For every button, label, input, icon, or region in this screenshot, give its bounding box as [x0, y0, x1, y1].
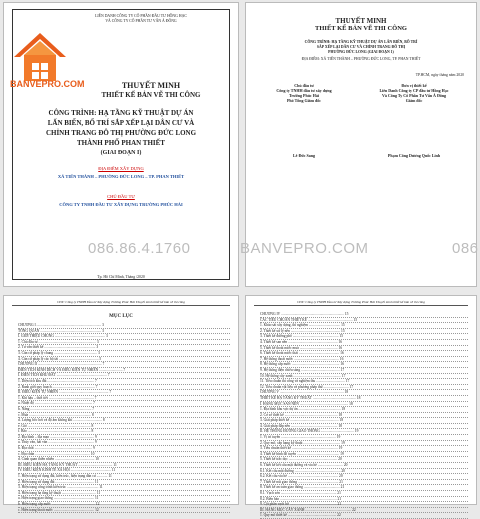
toc-entry: 7. Thiết kế nút giao thông ............................................. 21 — [260, 480, 468, 486]
sig-project-1: CÔNG TRÌNH: HẠ TẦNG KỸ THUẬT DỰ ÁN LẤN BIỂN, BỐ TRÍ — [304, 40, 418, 44]
designer-sig-line1: Liên Danh Công ty CP đầu tư Hồng Hạc — [379, 88, 449, 93]
toc-entry: 2. Cơ sở thiết kế ........................................................... 18 — [260, 413, 468, 419]
toc-entry: d. Lượng bốc hơi và độ ẩm không khí ................................ 8 — [18, 418, 230, 424]
designer-sig-title: Đơn vị thiết kế — [401, 83, 427, 88]
investor-signature-block — [254, 83, 354, 103]
cover-location-label: ĐỊA ĐIỂM XÂY DỰNG — [98, 166, 144, 171]
cover-investor-value: CÔNG TY TNHH ĐẦU TƯ XÂY DỰNG TRƯỜNG PHÚC HẢI — [59, 202, 183, 207]
toc1-list — [18, 323, 230, 513]
designer-sig-line2: Và Công Ty Cổ Phần Tư Vấn Á Đông — [381, 93, 447, 98]
toc-entry: THIẾT KẾ HẠ TẦNG KỸ THUẬT ................................................ 18 — [260, 396, 468, 402]
investor-sig-line2: Trường Phúc Hải — [289, 93, 319, 98]
toc-entry: I. ĐIỀN TÍCH KHU ĐẤT ........................................................ 7 — [18, 373, 230, 379]
toc-entry: ĐIỀN TÍCH KÍNH DÍCH VÀ ĐIỀU KIỆN TỰ NHIÊN .......................... 7 — [18, 368, 230, 374]
cover-project-2: LẤN BIỂN, BỐ TRÍ SẮP XẾP LẠI DÂN CƯ VÀ — [47, 119, 195, 127]
sig-title-1: THUYẾT MINH — [335, 17, 387, 25]
cover-project-5: (GIAI ĐOẠN I) — [100, 150, 142, 156]
toc-entry: b. Hiện trạng cấp nước ................................................ 12 — [18, 502, 230, 508]
cover-footer: Tp. Hồ Chí Minh, Tháng /2020 — [97, 275, 145, 279]
toc-entry: 10. Hệ thống cây xanh ..................................................... 17 — [260, 374, 468, 380]
toc-entry: CÁC TIÊU CHUẨN THIẾT KẾ .................................................. 15 — [260, 318, 468, 324]
toc-entry: CHƯƠNG I ........................................................................ 3 — [18, 323, 230, 329]
cover-project-4: THÀNH PHỐ PHAN THIẾT — [77, 139, 165, 147]
watermark-phone: 086.86.4.1760 — [88, 240, 191, 257]
toc-entry: 12. Tiêu chuẩn vật liệu và phương pháp thử ............................ 17 — [260, 385, 468, 391]
toc-entry: 2. Quy mô, cấp hạng kỹ thuật ......................................... 19 — [260, 441, 468, 447]
investor-sig-title: Chủ đầu tư — [294, 83, 314, 88]
toc-entry: 3. Căn cứ pháp lý chung ................................................ 3 — [18, 351, 230, 357]
toc1-header-rule — [12, 305, 230, 306]
designer-name: Phạm Công Dương Quốc Linh — [387, 153, 441, 158]
toc-entry: 6. Thiết kế thoát nước thải ............................................. 16 — [260, 351, 468, 357]
toc-entry: 4. Thiết kế san nền ....................................................... 16 — [260, 340, 468, 346]
toc-entry: 3. Giải pháp thiết kế ...................................................... 18 — [260, 418, 468, 424]
investor-name: Lê Đức Sang — [293, 153, 315, 158]
toc-entry: 6.1. Kết cấu mặt đường ................................................... 20 — [260, 469, 468, 475]
toc-entry: 4. Giải pháp đắp nền .................................................... 18 — [260, 424, 468, 430]
toc-entry: I. GIỚI THIỆU CHUNG ........................................................ 3 — [18, 334, 230, 340]
toc-entry: f. Bão ...................................................................... 8 — [18, 429, 230, 435]
toc1-header: CĐT: Công ty TNHH Đầu tư Xây dựng Trường Phúc Hải Thuyết minh thiết kế bản vẽ thi công — [57, 300, 185, 304]
toc-entry: II. ĐIỀU KIỆN TỰ NHIÊN ....................................................... 7 — [18, 390, 230, 396]
toc-entry: 6.2. Kết cấu vỉa hè ........................................................ 20 — [260, 474, 468, 480]
toc2-list — [260, 312, 468, 519]
toc-entry: CHƯƠNG V ....................................................................... 18 — [260, 390, 468, 396]
toc-entry: 7. Hệ thống thoát nước .................................................. 16 — [260, 357, 468, 363]
toc-entry: 2. Thiết kế xử lý nền ....................................................... 15 — [260, 329, 468, 335]
toc-entry: 1. Quy mô thiết kế ...................................................... 22 — [260, 513, 468, 519]
toc-entry: 3. Tiêu chuẩn thiết kế ................................................... 19 — [260, 446, 468, 452]
watermark-site: BANVEPRO.COM — [240, 240, 369, 257]
toc-entry: c. Địa chấn ............................................................. 10 — [18, 452, 230, 458]
toc-entry: 1. Khí hậu – thời tiết .................................................. 7 — [18, 396, 230, 402]
toc-entry: a. Hiện trạng giao thông ............................................. 11 — [18, 496, 230, 502]
toc2-header: CĐT: Công ty TNHH Đầu tư Xây dựng Trường Phúc Hải Thuyết minh thiết kế bản vẽ thi công — [297, 300, 425, 304]
toc-page-2 — [245, 295, 477, 518]
investor-sig-line3: Phó Tổng Giám đốc — [286, 98, 322, 103]
toc-entry: 1. Địa hình khu vực dự án ............................................... 18 — [260, 407, 468, 413]
designer-sig-line3: Giám đốc — [405, 98, 423, 103]
sig-title-2: THIẾT KẾ BẢN VẼ THI CÔNG — [315, 25, 407, 32]
banvepro-logo — [10, 27, 70, 87]
toc-entry: b. Địa chất ................................................................ 9 — [18, 446, 230, 452]
cover-project-3: CHỈNH TRANG ĐÔ THỊ PHƯỜNG ĐỨC LONG — [45, 129, 197, 137]
toc-entry: c. Mưa ..................................................................... 8 — [18, 413, 230, 419]
toc-entry: 2. Ranh giới quy hoạch ............................................... 7 — [18, 385, 230, 391]
sig-project-3: PHƯỜNG ĐỨC LONG (GIAI ĐOẠN 1) — [328, 50, 394, 54]
cover-header-line2: VÀ CÔNG TY CỔ PHẦN TƯ VẤN Á ĐÔNG — [105, 19, 177, 23]
toc-entry: 2. Hiện trạng sử dụng đất ........................................... 11 — [18, 480, 230, 486]
cover-location-value: XÃ TIẾN THÀNH – PHƯỜNG ĐỨC LONG – TP. PHAN THIẾT — [57, 174, 185, 179]
toc-entry: 2. Tư vấn thiết kế ......................................................... 3 — [18, 345, 230, 351]
toc-entry: 3. Hiện trạng công trình kiến trúc ................................... 11 — [18, 485, 230, 491]
toc-entry: 4. Căn cứ pháp lý các bộ tài ............................................ 5 — [18, 357, 230, 363]
toc-entry: III. ĐIỀU KIỆN HẠ TẦNG KỸ THUẬT ...................................... 11 — [18, 463, 230, 469]
toc-entry: TỔNG QUÁN .................................................................... 3 — [18, 329, 230, 335]
investor-sig-line1: Công ty TNHH đầu tư xây dựng — [276, 88, 332, 93]
toc-entry: 6. Thiết kế kết cấu mặt đường và vỉa hè ............................ 20 — [260, 463, 468, 469]
toc-entry: CHƯƠNG IV ...................................................................... 15 — [260, 312, 468, 318]
toc-entry: 9. Hệ thống điện chiếu sáng ........................................... 17 — [260, 368, 468, 374]
toc-entry: 2. Địa hình – địa mạo ................................................. 9 — [18, 435, 230, 441]
toc-entry: 1. Vị trí tuyến ............................................................. 19 — [260, 435, 468, 441]
toc-entry: CHƯƠNG II ....................................................................... 7 — [18, 362, 230, 368]
toc-entry: a. Thủy văn, hải văn ................................................... 9 — [18, 440, 230, 446]
cover-title-2: THIẾT KẾ BẢN VẼ THI CÔNG — [101, 91, 201, 99]
sig-location: ĐỊA ĐIỂM: XÃ TIẾN THÀNH – PHƯỜNG ĐỨC LONG, TP. PHAN THIẾT — [301, 57, 421, 61]
toc-entry: III. HẠNG MỤC CÂY XANH ................................................... 22 — [260, 508, 468, 514]
toc-entry: e. Gió ...................................................................... 8 — [18, 424, 230, 430]
toc-entry: 1. Chủ đầu tư ................................................................ 3 — [18, 340, 230, 346]
toc-entry: 1. Diện tích khu đất .................................................... 7 — [18, 379, 230, 385]
toc-entry: 8.1. Vạch sơn .............................................................. 21 — [260, 491, 468, 497]
cover-title-1: THUYẾT MINH — [121, 81, 181, 90]
sig-date: TP.HCM, ngày tháng năm 2020 — [415, 73, 464, 77]
toc2-header-rule — [254, 305, 468, 306]
toc-entry: c. Hiện trạng thoát nước ............................................. 12 — [18, 508, 230, 514]
toc-entry: 4. Thiết kế bình đồ tuyến ............................................... 19 — [260, 452, 468, 458]
toc-entry: 1. Khảo sát xây dựng, thí nghiệm ................................... 15 — [260, 323, 468, 329]
toc-entry: 5. Thiết kế trắc dọc ...................................................... 20 — [260, 457, 468, 463]
toc-entry: 5. Thiết kế thoát nước mưa .......................................... 16 — [260, 346, 468, 352]
toc-page-1 — [3, 295, 239, 512]
toc1-title: MỤC LỤC — [109, 314, 133, 319]
sig-project-2: SẮP XẾP LẠI DÂN CƯ VÀ CHỈNH TRANG ĐÔ THỊ — [316, 45, 406, 49]
toc-entry: 11. Tiêu chuẩn thi công và nghiệm thu ................................ 17 — [260, 379, 468, 385]
cover-project-1: CÔNG TRÌNH: HẠ TẦNG KỸ THUẬT DỰ ÁN — [48, 109, 194, 117]
toc-entry: IV. ĐIỀU KIỆN KINH TẾ XÃ HỘI ............................................. 11 — [18, 468, 230, 474]
toc-entry: II. HỆ THỐNG ĐƯỜNG GIAO THÔNG ..................................... 19 — [260, 429, 468, 435]
toc-entry: b. Nắng .................................................................... 7 — [18, 407, 230, 413]
cover-investor-label: CHỦ ĐẦU TƯ — [107, 194, 135, 199]
toc-entry: 4. Hiện trạng hạ tầng kỹ thuật ...................................... 11 — [18, 491, 230, 497]
logo-text: BANVEPRO.COM — [10, 79, 85, 89]
toc-entry: 8. Hệ thống cấp nước ..................................................... 16 — [260, 362, 468, 368]
cover-header-line1: LIÊN DANH CÔNG TY CỔ PHẦN ĐẦU TƯ HỒNG HẠC — [95, 14, 187, 18]
toc-entry: 9. Cột phân vạch bờ .................................................... 21 — [260, 502, 468, 508]
designer-signature-block — [358, 83, 470, 103]
toc-entry: 1. Hiện trạng sử dụng đất, kiến trúc, hiện trạng dân cư ............ 11 — [18, 474, 230, 480]
toc-entry: 8. Thiết kế an toàn giao thông ........................................ 21 — [260, 485, 468, 491]
toc-entry: 8.2. Biển báo ............................................................... 21 — [260, 497, 468, 503]
watermark-band — [0, 240, 480, 260]
toc-entry: I. HẠNG MỤC SAN NỀN ...................................................... 18 — [260, 402, 468, 408]
watermark-phone-right: 086 — [452, 240, 479, 257]
toc-entry: d. Cảnh quan thiên nhiên ............................................ 10 — [18, 457, 230, 463]
toc-entry: a. Nhiệt độ ................................................................ 7 — [18, 401, 230, 407]
toc-entry: 3. Thiết kế đường phố ................................................... 15 — [260, 334, 468, 340]
